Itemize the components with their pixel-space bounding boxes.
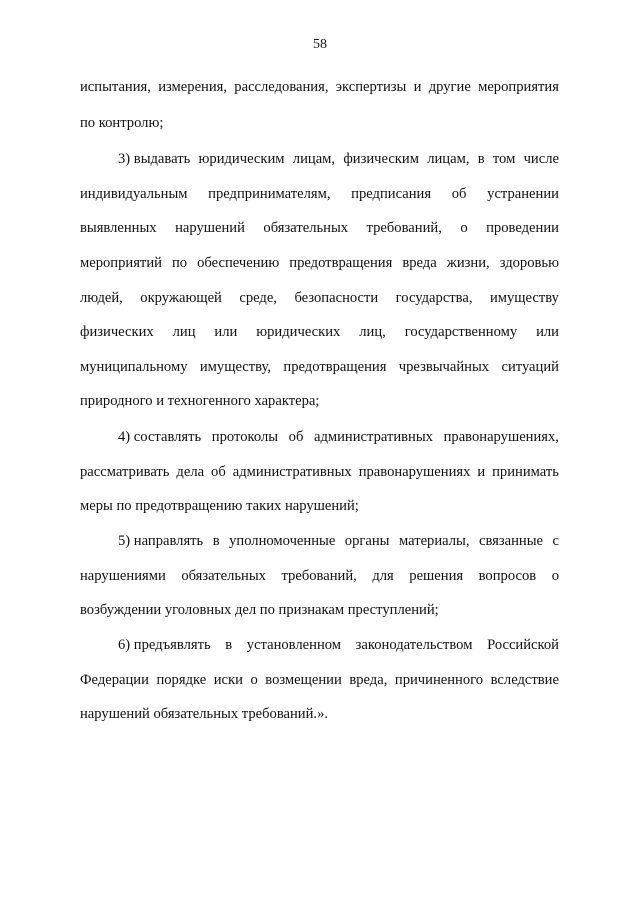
word: вреда, — [349, 672, 388, 688]
text-line-5 — [80, 218, 559, 238]
word: экспертизы — [335, 79, 407, 95]
word: в — [225, 637, 233, 653]
word: 6) предъявлять — [118, 637, 211, 653]
word: людей, — [80, 290, 123, 306]
word: жизни, — [446, 255, 490, 271]
word: обязательных — [181, 568, 266, 584]
word: измерения, — [158, 79, 228, 95]
word: органы — [344, 533, 390, 549]
word: и — [477, 464, 486, 480]
word: вопросов — [478, 568, 537, 584]
word: протоколы — [211, 429, 279, 445]
word: мероприятия — [478, 79, 559, 95]
text-line-17 — [118, 635, 559, 655]
word: об — [288, 429, 304, 445]
word: имуществу, — [199, 359, 272, 375]
text-line-7 — [80, 288, 559, 308]
text-line-12 — [80, 462, 559, 482]
word: юридическим — [198, 151, 285, 167]
word: в — [477, 151, 485, 167]
word: числе — [523, 151, 559, 167]
word: физических — [80, 324, 154, 340]
text-line-14 — [118, 531, 559, 551]
word: лицам, — [292, 151, 336, 167]
word: требований, — [366, 220, 442, 236]
word: порядке — [156, 672, 207, 688]
word: об — [451, 186, 467, 202]
word: 4) составлять — [118, 429, 202, 445]
word: среде, — [239, 290, 277, 306]
text-line-15 — [80, 566, 559, 586]
text-line-9 — [80, 357, 559, 377]
word: физическим — [343, 151, 419, 167]
word: лицам, — [427, 151, 470, 167]
text-line-10: природного и техногенного характера; — [80, 393, 320, 409]
word: о — [460, 220, 468, 236]
word: для — [372, 568, 394, 584]
word: Федерации — [80, 672, 149, 688]
word: о — [250, 672, 258, 688]
word: лиц, — [359, 324, 386, 340]
word: и — [413, 79, 422, 95]
word: или — [536, 324, 559, 340]
word: правонарушениях, — [443, 429, 559, 445]
word: предпринимателям, — [208, 186, 331, 202]
word: предотвращения — [289, 255, 393, 271]
word: 3) выдавать — [118, 151, 191, 167]
word: вследствие — [490, 672, 559, 688]
word: дела — [176, 464, 205, 480]
word: материалы, — [398, 533, 470, 549]
page-number: 58 — [313, 37, 327, 52]
word: испытания, — [80, 79, 151, 95]
text-line-3 — [118, 149, 559, 169]
word: причиненного — [394, 672, 484, 688]
text-line-6 — [80, 253, 559, 273]
word: обеспечению — [197, 255, 280, 271]
word: в — [212, 533, 220, 549]
word: выявленных — [80, 220, 157, 236]
text-line-11 — [118, 427, 559, 447]
word: принимать — [492, 464, 559, 480]
word: государственному — [404, 324, 518, 340]
word: или — [214, 324, 238, 340]
word: административных — [313, 429, 433, 445]
word: правонарушениях — [358, 464, 471, 480]
word: индивидуальным — [80, 186, 188, 202]
word: с — [552, 533, 559, 549]
word: обязательных — [263, 220, 349, 236]
word: расследования, — [234, 79, 329, 95]
text-line-8 — [80, 322, 559, 342]
word: лиц — [172, 324, 196, 340]
word: муниципальному — [80, 359, 188, 375]
word: вреда — [402, 255, 437, 271]
word: имуществу — [489, 290, 559, 306]
text-line-13: меры по предотвращению таких нарушений; — [80, 498, 359, 514]
word: о — [551, 568, 559, 584]
word: нарушений — [175, 220, 245, 236]
word: административных — [232, 464, 352, 480]
word: требований, — [281, 568, 357, 584]
word: предотвращения — [283, 359, 387, 375]
word: Российской — [487, 637, 559, 653]
text-line-16: возбуждении уголовных дел по признакам преступлений; — [80, 602, 439, 618]
word: рассматривать — [80, 464, 170, 480]
text-line-19: нарушений обязательных требований.». — [80, 706, 329, 722]
word: ситуаций — [501, 359, 559, 375]
word: предписания — [351, 186, 432, 202]
word: юридических — [256, 324, 341, 340]
word: иски — [213, 672, 243, 688]
word: здоровью — [499, 255, 559, 271]
word: окружающей — [140, 290, 222, 306]
text-line-1 — [80, 77, 559, 97]
word: решения — [409, 568, 464, 584]
word: связанные — [478, 533, 544, 549]
word: мероприятий — [80, 255, 162, 271]
word: по — [171, 255, 188, 271]
text-line-18 — [80, 670, 559, 690]
word: законодательством — [355, 637, 473, 653]
word: устранении — [487, 186, 559, 202]
word: нарушениями — [80, 568, 166, 584]
text-line-4 — [80, 184, 559, 204]
word: чрезвычайных — [398, 359, 490, 375]
word: уполномоченные — [229, 533, 336, 549]
word: установленном — [246, 637, 342, 653]
text-line-2: по контролю; — [80, 115, 164, 131]
word: государства, — [395, 290, 473, 306]
word: другие — [428, 79, 471, 95]
word: возмещении — [265, 672, 342, 688]
word: проведении — [486, 220, 559, 236]
word: том — [492, 151, 516, 167]
word: об — [211, 464, 226, 480]
word: 5) направлять — [118, 533, 204, 549]
word: безопасности — [294, 290, 379, 306]
